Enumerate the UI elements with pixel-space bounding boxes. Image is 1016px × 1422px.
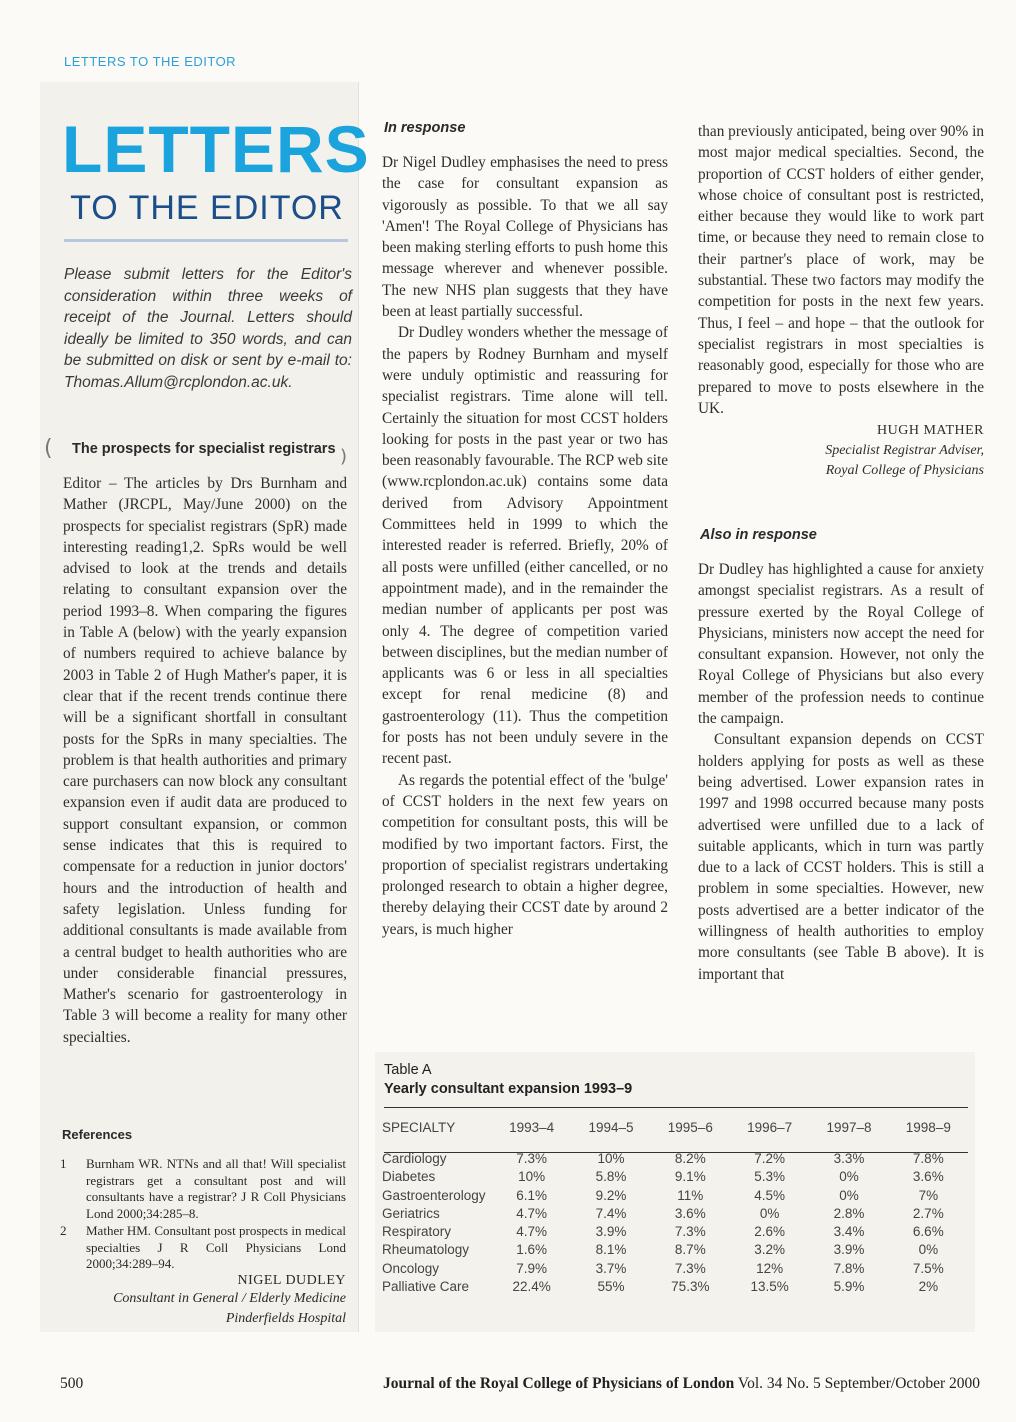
signature-affiliation: Pinderfields Hospital [225, 1311, 346, 1326]
table-cell: 12% [756, 1260, 784, 1276]
letter-signature [60, 1273, 346, 1329]
table-title [384, 1061, 632, 1099]
table-cell: 4.7% [516, 1205, 548, 1221]
table-cell: Rheumatology [382, 1242, 470, 1258]
table-cell: 7.9% [516, 1260, 548, 1276]
table-cell: 7.3% [674, 1224, 706, 1240]
table-cell: 7.5% [912, 1260, 944, 1276]
table-cell: 10% [597, 1151, 625, 1166]
masthead-rule [64, 239, 348, 242]
table-cell: 55% [597, 1279, 625, 1295]
signature-affiliation: Consultant in General / Elderly Medicine [113, 1291, 346, 1306]
table-cell: 3.9% [595, 1224, 627, 1240]
table-cell: Palliative Care [382, 1279, 470, 1295]
table-label: Table A [384, 1062, 432, 1078]
table-cell: 1.6% [516, 1242, 548, 1258]
column-header: 1994–5 [588, 1119, 634, 1135]
reference-text: Mather HM. Consultant post prospects in medical specialties J R Coll Physicians Lond 2000;34:289–94. [86, 1223, 346, 1271]
pencil-mark-left: ( [44, 436, 53, 461]
journal-name: Journal of the Royal College of Physicians of London [382, 1375, 735, 1392]
table-cell: 5.9% [833, 1279, 865, 1295]
reference-item [60, 1223, 346, 1273]
column-header: 1997–8 [826, 1119, 872, 1135]
table-header-row [382, 1118, 968, 1150]
also-response-body [698, 559, 984, 985]
table-row [382, 1278, 968, 1296]
letter-heading: The prospects for specialist registrars [72, 441, 336, 457]
table-cell: 3.4% [833, 1224, 865, 1240]
table-cell: 9.2% [595, 1187, 627, 1203]
journal-issue: Vol. 34 No. 5 September/October 2000 [734, 1375, 980, 1392]
column-header: 1996–7 [747, 1119, 793, 1135]
table-cell: 2.8% [833, 1205, 865, 1221]
table-cell: 75.3% [671, 1279, 710, 1295]
table-cell: 11% [677, 1187, 704, 1203]
table-cell: 5.8% [595, 1169, 627, 1185]
table-cell: 10% [518, 1169, 546, 1185]
table-cell: 6.1% [516, 1187, 548, 1203]
table-top-rule [384, 1107, 968, 1108]
reference-number: 1 [60, 1156, 67, 1171]
column-header: 1995–6 [667, 1119, 713, 1135]
reference-number: 2 [60, 1223, 67, 1238]
letter-paragraph: Editor – The articles by Drs Burnham and Mather (JRCPL, May/June 2000) on the prospects for specialist registrars (SpR) made interesting reading1,2. SpRs would be well advised to look at the trends and details relating to consultant expansion over the period 1993–8. When comparing the figures in Table A (below) with the yearly expansion of numbers required to achieve balance by 2003 in Table 2 of Hugh Mather's paper, it is clear that if the recent trends continue there will be a significant shortfall in consultant posts for the SpRs in many specialties. The problem is that health authorities and primary care purchasers can now block any consultant expansion even if audit data are produced to support consultant expansion, or common sense indicates that this is required to compensate for a reduction in junior doctors' hours and the introduction of health and safety legislation. Unless funding for additional consultants is made available from a central budget to health authorities who are under considerable financial pressures, Mather's scenario for gastroenterology in Table 3 will become a reality for many other specialties. [63, 475, 347, 1046]
table-cell: 2.7% [912, 1205, 944, 1221]
table-row [382, 1260, 968, 1278]
signature-affiliation: Royal College of Physicians [825, 463, 984, 479]
table-cell: Cardiology [382, 1151, 447, 1166]
table-cell: 7.8% [833, 1260, 865, 1276]
table-cell: 3.2% [754, 1242, 786, 1258]
table-cell: 8.7% [674, 1242, 706, 1258]
table-cell: 2.6% [754, 1224, 786, 1240]
response-paragraph: than previously anticipated, being over 90% in most major medical specialties. Second, the proportion of CCST holders of either gender, whose choice of consultant post is restricted, either because they would like to work part time, or because they need to remain close to their partner's place of work, may be substantial. These two factors may modify the competition for posts in the next few years. Thus, I feel – and hope – that the outlook for specialist registrars in most specialties is reasonably good, especially for those who are prepared to move to posts elsewhere in the UK. [698, 123, 984, 417]
table-row [382, 1241, 968, 1259]
table-cell: 9.1% [674, 1169, 706, 1185]
table-cell: Gastroenterology [382, 1187, 486, 1203]
signature-affiliation: Specialist Registrar Adviser, [825, 443, 984, 459]
table-cell: 0% [918, 1242, 939, 1258]
masthead-title: LETTERS [62, 112, 370, 186]
table-cell: Geriatrics [382, 1205, 440, 1221]
table-cell: 8.1% [595, 1242, 627, 1258]
table-cell: 7.4% [595, 1205, 627, 1221]
table-cell: 2% [918, 1279, 939, 1295]
response-heading: In response [384, 120, 466, 136]
references-heading: References [62, 1127, 133, 1142]
table-cell: Diabetes [382, 1169, 436, 1185]
table-cell: 7.3% [674, 1260, 706, 1276]
response-paragraph: Dr Dudley wonders whether the message of the papers by Rodney Burnham and myself were unduly optimistic and reassuring for specialist registrars. Time alone will tell. Certainly the situation for most CCST holders looking for posts in the past year or two has been reasonably favourable. The RCP web site (www.rcplondon.ac.uk) contains some data derived from Advisory Appointment Committees held in 1999 to which the interested reader is referred. Briefly, 20% of all posts were unfilled (either cancelled, or no appointment made), and in the remainder the median number of applicants per post was only 4. The degree of competition varied between disciplines, but the median number of applicants was 6 or less in all specialties except for renal medicine (8) and gastroenterology (11). Thus the competition for posts has not been unduly severe in the recent past. [382, 324, 668, 768]
reference-item [60, 1156, 346, 1222]
table-cell: 3.9% [833, 1242, 865, 1258]
column-header: SPECIALTY [382, 1119, 456, 1135]
running-head: LETTERS TO THE EDITOR [64, 54, 237, 69]
submission-instructions: Please submit letters for the Editor's consideration within three weeks of receipt of the Journal. Letters should ideally be limited to 350 words, and can be submitted on disk or sent by e-mail to: Thomas.Allum@rcplondon.ac.uk. [64, 266, 352, 391]
table-row [382, 1205, 968, 1223]
response-body [382, 152, 668, 940]
table-cell: Oncology [382, 1260, 440, 1276]
table-cell: Respiratory [382, 1224, 452, 1240]
reference-text: Burnham WR. NTNs and all that! Will specialist registrars get a consultant post and will consultants have a registrar? J R Coll Physicians Lond 2000;34:285–8. [86, 1156, 346, 1221]
page-number: 500 [60, 1375, 84, 1392]
table-cell: 8.2% [674, 1151, 706, 1166]
table-row [382, 1223, 968, 1241]
table-cell: 0% [839, 1169, 859, 1185]
table-row [382, 1187, 968, 1205]
table-cell: 4.5% [754, 1187, 786, 1203]
consultant-expansion-table [382, 1118, 968, 1296]
table-cell: 22.4% [512, 1279, 551, 1295]
also-response-heading: Also in response [700, 527, 817, 543]
response-paragraph: As regards the potential effect of the 'bulge' of CCST holders in the next few years on competition for consultant posts, this will be modified by two important factors. First, the proportion of specialist registrars undertaking prolonged research to obtain a higher degree, thereby delaying their CCST date by around 2 years, is much higher [382, 771, 668, 938]
column-header: 1993–4 [509, 1119, 555, 1135]
response-paragraph: Dr Nigel Dudley emphasises the need to press the case for consultant expansion as vigorously as possible. To that we all say 'Amen'! The Royal College of Physicians has been making sterling efforts to push home this message wherever and whenever possible. The new NHS plan suggests that they have been at least partially successful. [382, 154, 668, 321]
table-cell: 0% [839, 1187, 859, 1203]
table-cell: 0% [759, 1205, 780, 1221]
table-row [382, 1168, 968, 1186]
response-paragraph: Consultant expansion depends on CCST holders applying for posts as well as these being advertised. Lower expansion rates in 1997 and 1998 occurred because many posts advertised were unfilled due to a lack of suitable applicants, which in turn was partly due to a lack of CCST holders. This is still a problem in some specialties. However, new posts advertised are a better indicator of the willingness of health authorities to employ more consultants (see Table B above). It is important that [698, 731, 984, 983]
table-cell: 3.3% [833, 1151, 865, 1166]
signature-name: HUGH MATHER [877, 423, 984, 439]
column-header: 1998–9 [905, 1119, 951, 1135]
letter-body [63, 473, 347, 1048]
table-cell: 7.8% [912, 1151, 944, 1166]
signature-name: NIGEL DUDLEY [237, 1273, 346, 1288]
journal-citation [383, 1375, 980, 1393]
response-continued [698, 121, 984, 481]
response-paragraph: Dr Dudley has highlighted a cause for anxiety amongst specialist registrars. As a result of pressure exerted by the Royal College of Physicians, ministers now accept the need for consultant expansion. However, not only the Royal College of Physicians but also every member of the profession needs to continue the campaign. [698, 561, 984, 728]
table-cell: 7.3% [516, 1151, 548, 1166]
table-cell: 6.6% [912, 1224, 944, 1240]
masthead-subtitle: TO THE EDITOR [70, 189, 344, 227]
table-cell: 7.2% [754, 1151, 786, 1166]
table-cell: 4.7% [516, 1224, 548, 1240]
table-cell: 3.7% [595, 1260, 627, 1276]
references-list [60, 1156, 346, 1274]
table-cell: 3.6% [674, 1205, 706, 1221]
table-row [382, 1150, 968, 1168]
table-cell: 13.5% [750, 1279, 789, 1295]
table-cell: 7% [918, 1187, 939, 1203]
table-cell: 3.6% [912, 1169, 944, 1185]
pencil-mark-right: ) [340, 446, 348, 467]
table-caption: Yearly consultant expansion 1993–9 [384, 1081, 633, 1097]
table-cell: 5.3% [754, 1169, 786, 1185]
